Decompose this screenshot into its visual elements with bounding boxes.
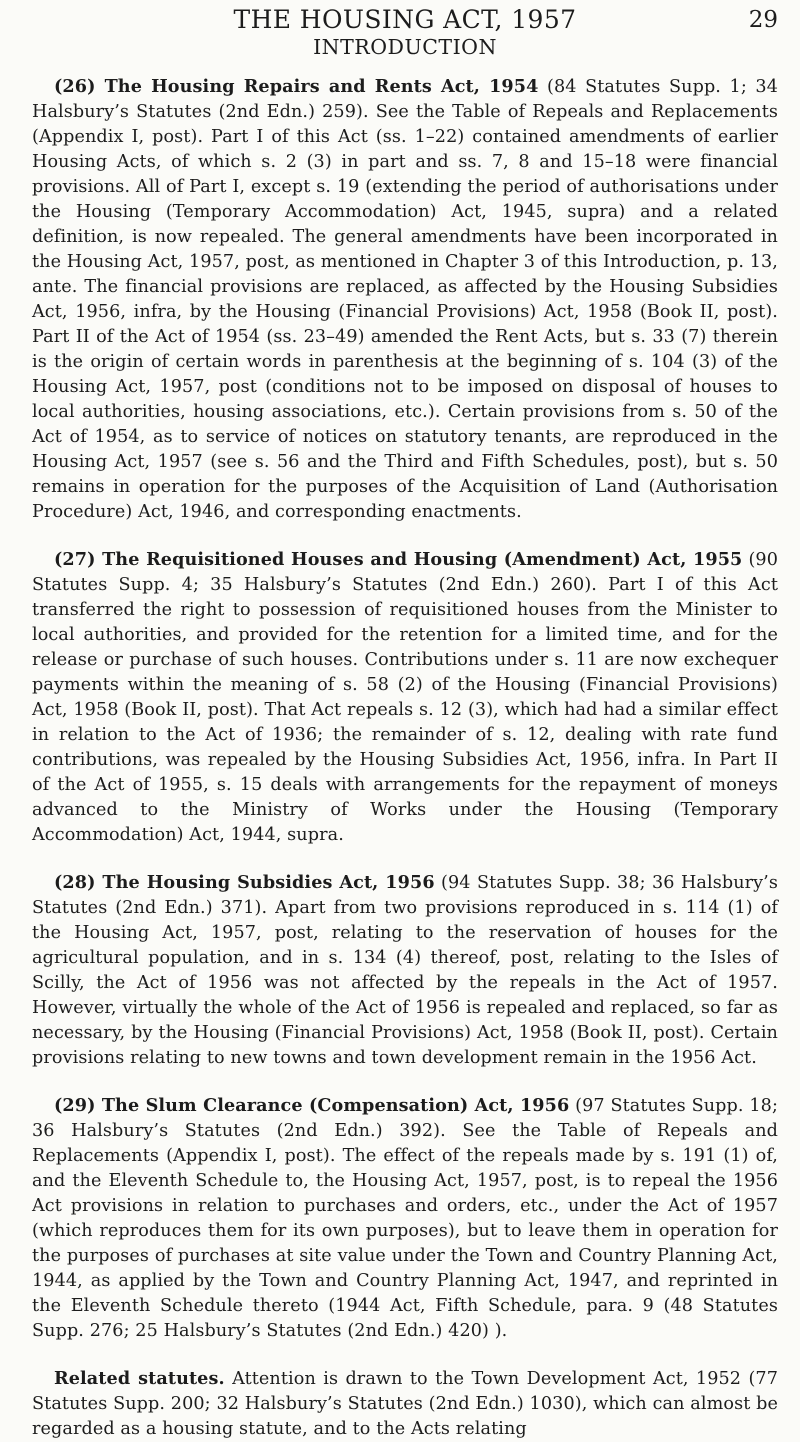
running-title: THE HOUSING ACT, 1957 xyxy=(233,5,577,34)
paragraph-heading: (28) The Housing Subsidies Act, 1956 xyxy=(54,872,435,893)
paragraph-29 xyxy=(32,1093,778,1344)
paragraph-text: (97 Statutes Supp. 18; 36 Halsbury’s Statutes (2nd Edn.) 392). See the Table of Repeals and Replacements (Appendix I, post). The effect of the repeals made by s. 191 (1) of, and the Eleventh Schedule to, the Housing Act, 1957, post, is to repeal the 1956 Act provisions in relation to purchases and orders, etc., under the Act of 1957 (which reproduces them for its own purposes), but to leave them in operation for the purposes of purchases at site value under the Town and Country Planning Act, 1944, as applied by the Town and Country Planning Act, 1947, and reprinted in the Eleventh Schedule thereto (1944 Act, Fifth Schedule, para. 9 (48 Statutes Supp. 276; 25 Halsbury’s Statutes (2nd Edn.) 420) ). xyxy=(32,1096,778,1341)
paragraph-text: (84 Statutes Supp. 1; 34 Halsbury’s Statutes (2nd Edn.) 259). See the Table of Repeals and Replacements (Appendix I, post). Part I of this Act (ss. 1–22) contained amendments of earlier Housing Acts, of which s. 2 (3) in part and ss. 7, 8 and 15–18 were financial provisions. All of Part I, except s. 19 (extending the period of authorisations under the Housing (Temporary Accommodation) Act, 1945, supra) and a related definition, is now repealed. The general amendments have been incorporated in the Housing Act, 1957, post, as mentioned in Chapter 3 of this Introduction, p. 13, ante. The financial provisions are replaced, as affected by the Housing Subsidies Act, 1956, infra, by the Housing (Financial Provisions) Act, 1958 (Book II, post). Part II of the Act of 1954 (ss. 23–49) amended the Rent Acts, but s. 33 (7) therein is the origin of certain words in parenthesis at the beginning of s. 104 (3) of the Housing Act, 1957, post (conditions not to be imposed on disposal of houses to local authorities, housing associations, etc.). Certain provisions from s. 50 of the Act of 1954, as to service of notices on statutory tenants, are reproduced in the Housing Act, 1957 (see s. 56 and the Third and Fifth Schedules, post), but s. 50 remains in operation for the purposes of the Acquisition of Land (Authorisation Procedure) Act, 1946, and corresponding enactments. xyxy=(32,77,779,522)
paragraph-28 xyxy=(32,870,778,1071)
paragraph-text: (90 Statutes Supp. 4; 35 Halsbury’s Statutes (2nd Edn.) 260). Part I of this Act transferred the right to possession of requisitioned houses from the Minister to local authorities, and provided for the retention for a limited time, and for the release or purchase of such houses. Contributions under s. 11 are now exchequer payments within the meaning of s. 58 (2) of the Housing (Financial Provisions) Act, 1958 (Book II, post). That Act repeals s. 12 (3), which had had a similar effect in relation to the Act of 1936; the remainder of s. 12, dealing with rate fund contributions, was repealed by the Housing Subsidies Act, 1956, infra. In Part II of the Act of 1955, s. 15 deals with arrangements for the repayment of moneys advanced to the Ministry of Works under the Housing (Temporary Accommodation) Act, 1944, supra. xyxy=(32,550,778,845)
paragraph-heading: (29) The Slum Clearance (Compensation) Act, 1956 xyxy=(54,1095,570,1116)
page-header xyxy=(32,0,778,64)
paragraph-heading: Related statutes. xyxy=(54,1368,225,1389)
paragraph-text: (94 Statutes Supp. 38; 36 Halsbury’s Statutes (2nd Edn.) 371). Apart from two provisions reproduced in s. 114 (1) of the Housing Act, 1957, post, relating to the reservation of houses for the agricultural population, and in s. 134 (4) thereof, post, relating to the Isles of Scilly, the Act of 1956 was not affected by the repeals in the Act of 1957. However, virtually the whole of the Act of 1956 is repealed and replaced, so far as necessary, by the Housing (Financial Provisions) Act, 1958 (Book II, post). Certain provisions relating to new towns and town development remain in the 1956 Act. xyxy=(32,873,778,1068)
document-body xyxy=(32,74,778,1442)
paragraph-26 xyxy=(32,74,778,525)
paragraph-27 xyxy=(32,547,778,848)
paragraph-heading: (27) The Requisitioned Houses and Housing (Amendment) Act, 1955 xyxy=(54,549,743,570)
paragraph-text: Attention is drawn to the Town Development Act, 1952 (77 Statutes Supp. 200; 32 Halsbury’s Statutes (2nd Edn.) 1030), which can almost be regarded as a housing statute, and to the Acts relating xyxy=(32,1369,779,1439)
page-number: 29 xyxy=(748,7,778,33)
section-title: INTRODUCTION xyxy=(313,35,497,59)
paragraph-heading: (26) The Housing Repairs and Rents Act, 1954 xyxy=(54,76,539,97)
paragraph-related-statutes xyxy=(32,1366,778,1442)
